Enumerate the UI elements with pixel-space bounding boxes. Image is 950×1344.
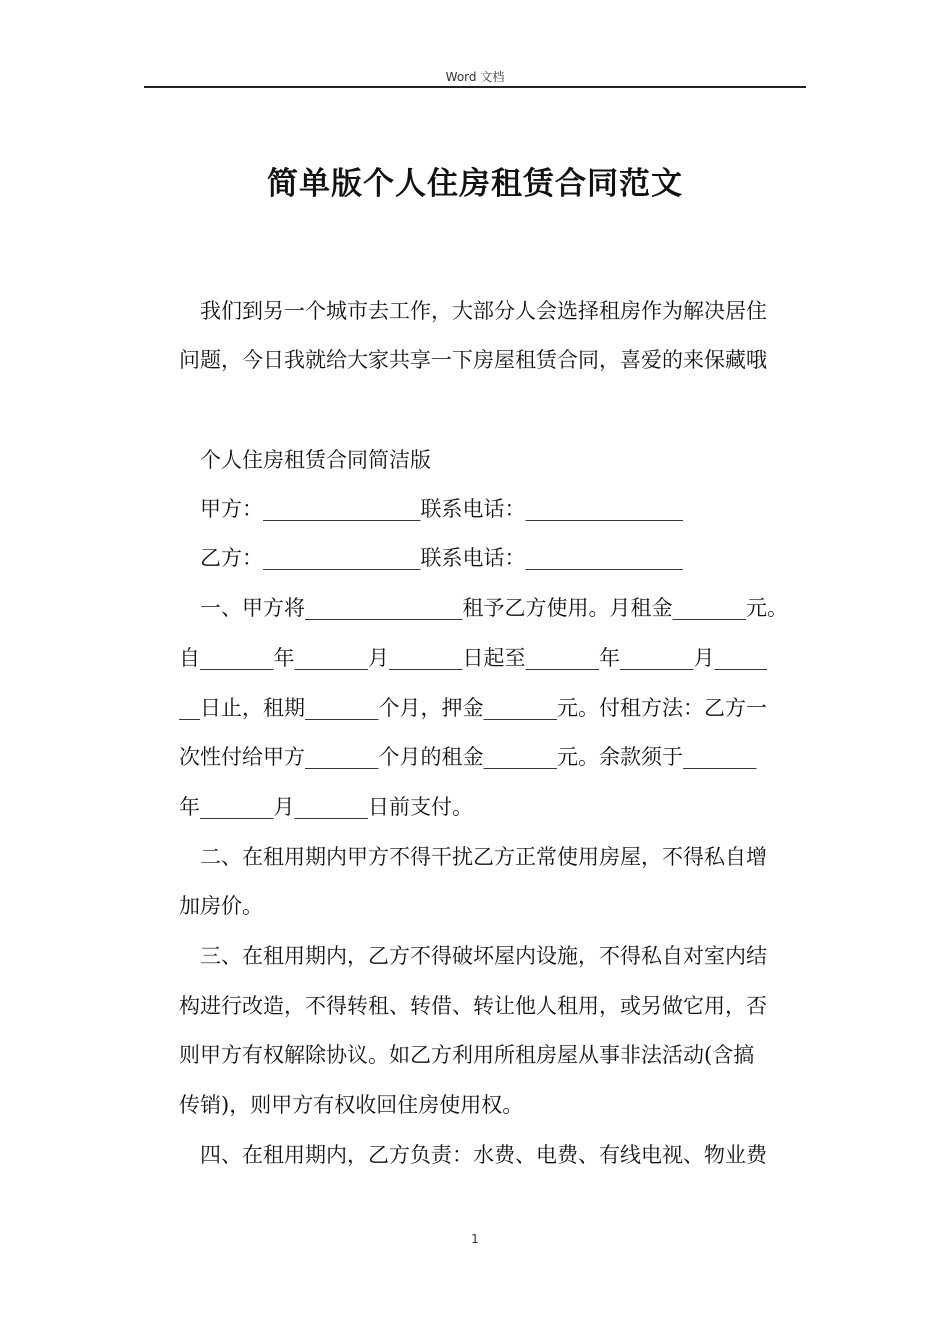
clause-line: 自_______年_______月_______日起至_______年_______月_____: [179, 646, 767, 670]
header-divider: [144, 86, 806, 88]
clause-line: 四、在租用期内，乙方负责：水费、电费、有线电视、物业费: [200, 1143, 767, 1167]
party-b-line: 乙方：_______________联系电话：_______________: [200, 546, 683, 570]
clause-line: 一、甲方将_______________租予乙方使用。月租金_______元。: [200, 596, 788, 620]
party-a-line: 甲方：_______________联系电话：_______________: [200, 497, 683, 521]
document-title: 简单版个人住房租赁合同范文: [267, 166, 683, 202]
section-heading: 个人住房租赁合同简洁版: [200, 448, 431, 472]
paragraph-line: 问题，今日我就给大家共享一下房屋租赁合同，喜爱的来保藏哦: [179, 348, 767, 372]
clause-line: 则甲方有权解除协议。如乙方利用所租房屋从事非法活动(含搞: [179, 1043, 755, 1067]
paragraph-line: 我们到另一个城市去工作，大部分人会选择租房作为解决居住: [200, 299, 767, 323]
clause-line: 加房价。: [179, 894, 263, 918]
clause-line: 年_______月_______日前支付。: [179, 795, 473, 819]
page-number: 1: [471, 1232, 479, 1246]
clause-line: 二、在租用期内甲方不得干扰乙方正常使用房屋，不得私自增: [200, 845, 767, 869]
page-header: Word 文档: [445, 70, 505, 84]
clause-line: 构进行改造，不得转租、转借、转让他人租用，或另做它用，否: [179, 994, 767, 1018]
clause-line: __日止，租期_______个月，押金_______元。付租方法：乙方一: [179, 696, 767, 720]
clause-line: 三、在租用期内，乙方不得破坏屋内设施，不得私自对室内结: [200, 944, 767, 968]
clause-line: 次性付给甲方_______个月的租金_______元。余款须于_______: [179, 745, 757, 769]
clause-line: 传销)，则甲方有权收回住房使用权。: [179, 1093, 524, 1117]
